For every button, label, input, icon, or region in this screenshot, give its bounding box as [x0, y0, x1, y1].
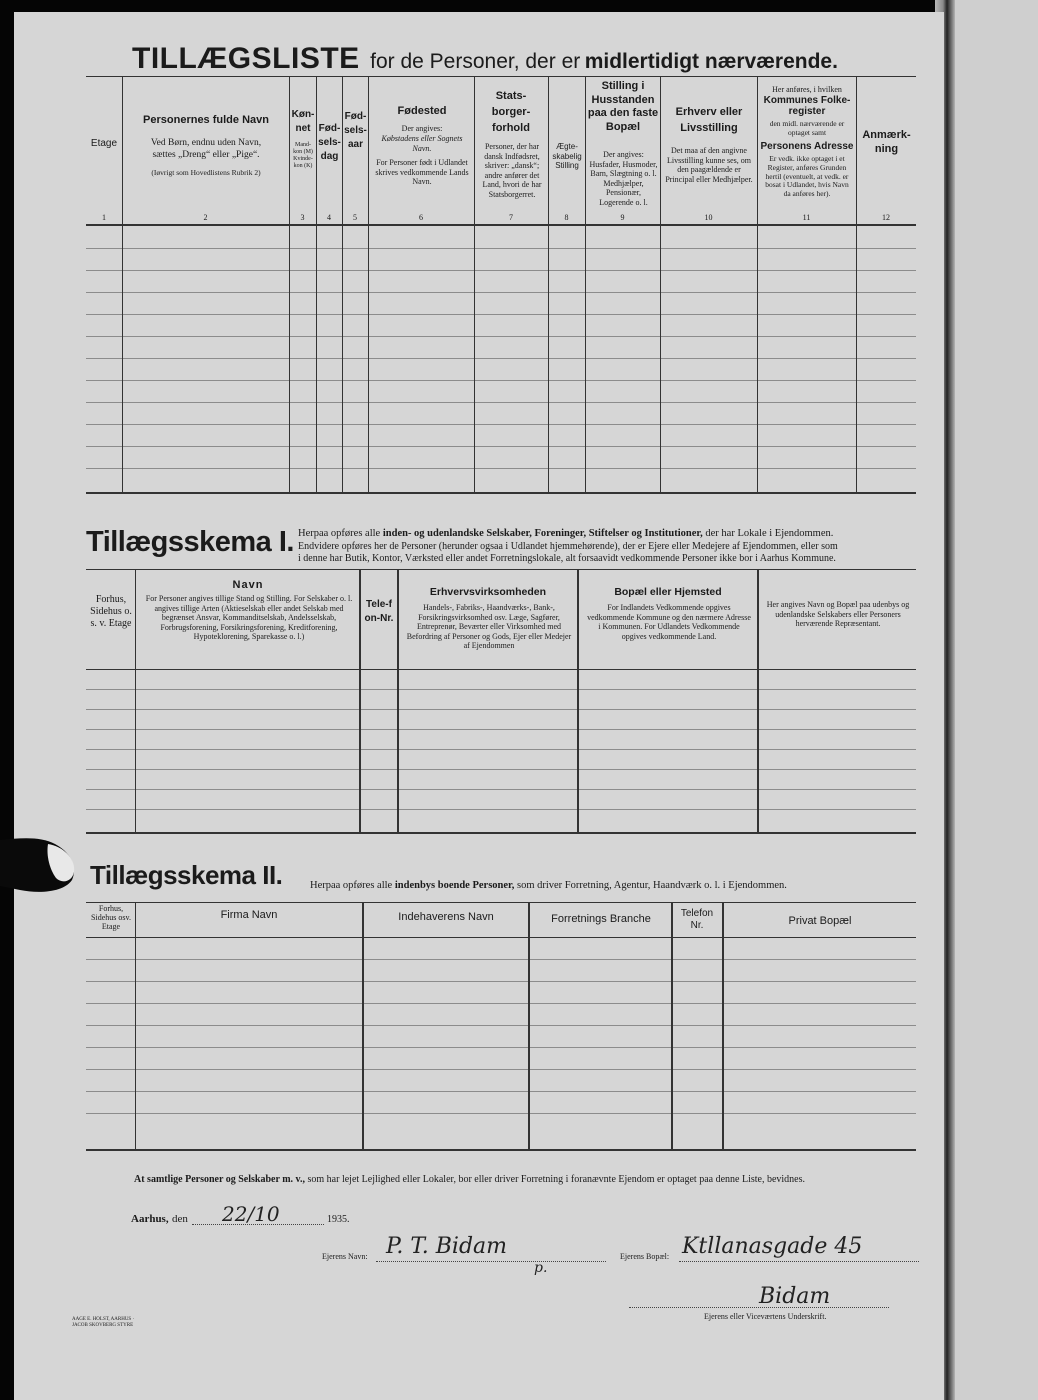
t1-col-etage: Etage	[90, 138, 118, 149]
t1-col-household-sub: Der angives: Husfader, Husmoder, Barn, Slægtning o. l. Medhjælper, Pensionær, Logerende o. l.	[589, 150, 658, 207]
s2-col-private: Privat Bopæl	[788, 915, 852, 927]
s1-col-etage: Forhus, Sidehus o. s. v. Etage	[90, 594, 132, 629]
t1-col-occupation-header: Erhverv eller Livsstilling	[675, 106, 743, 134]
signature-handwritten: Bidam	[759, 1284, 831, 1309]
footer-den: den	[172, 1213, 188, 1225]
footer-statement-a: At samtlige Personer og Selskaber m. v.,	[134, 1174, 306, 1185]
footer-statement-b: som har lejet Lejlighed eller Lokaler, bor eller driver Forretning i foranævnte Ejendom er optaget paa denne Liste, bevidnes.	[307, 1174, 805, 1185]
skema2-desc-c: som driver Forretning, Agentur, Haandværk o. l. i Ejendommen.	[516, 880, 787, 891]
skema1-desc-3: i denne har Butik, Kontor, Værksted eller andet Forretningslokale, alt forsaavidt vedkommende Personer ikke bor i Aarhus Kommune.	[298, 553, 836, 564]
t1-col-birthplace-header: Fødested	[397, 105, 447, 117]
t1-col-registry-c: Er vedk. ikke optaget i et Register, anføres Grunden hertil (eventuelt, at vedk. er bosat i Udlandet, hvis Navn da anføres her).	[765, 154, 849, 199]
t1-col-birthplace-a: Der angives:	[401, 124, 443, 133]
t1-num-2: 2	[203, 213, 208, 222]
s1-col-business-header: Erhvervsvirksomheden	[429, 586, 547, 598]
t1-num-11: 11	[802, 213, 811, 222]
t1-num-1: 1	[102, 213, 106, 222]
skema1-desc-2: Endvidere opføres her de Personer (herunder ogsaa i Udlandet hjemmehørende), der er Ejere eller Medejere af Ejendommen, eller som	[298, 541, 838, 552]
skema1-desc-1b: inden- og udenlandske Selskaber, Foreninger, Stiftelser og Institutioner,	[382, 528, 703, 539]
t1-col-name-a: Ved Børn, endnu uden Navn,	[150, 138, 262, 148]
t1-col-sex-header: Køn-net	[291, 109, 315, 134]
owner-name-label: Ejerens Navn:	[322, 1252, 368, 1261]
t1-num-8: 8	[564, 213, 569, 222]
t1-num-9: 9	[620, 213, 625, 222]
t1-num-7: 7	[509, 213, 513, 222]
owner-name-line	[376, 1261, 606, 1262]
title-rest-a: for de Personer, der er	[370, 50, 581, 73]
adjacent-page	[945, 0, 1038, 1400]
footer-statement	[134, 1174, 924, 1185]
s2-col-phone: Telefon Nr.	[680, 908, 714, 931]
t1-col-registry-header: Kommunes Folke-register	[763, 95, 851, 117]
signature-line	[629, 1307, 889, 1308]
date-handwritten: 22/10	[222, 1202, 280, 1226]
title-main: TILLÆGSLISTE	[132, 42, 360, 75]
t1-num-5: 5	[353, 213, 357, 222]
s2-col-branch: Forretnings Branche	[551, 913, 651, 925]
owner-name-handwritten-2: p.	[534, 1260, 548, 1276]
skema1-desc-1	[298, 528, 918, 539]
t1-col-name-header: Personernes fulde Navn	[143, 114, 269, 126]
s1-col-residence-header: Bopæl eller Hjemsted	[614, 586, 722, 598]
t1-num-12: 12	[882, 213, 890, 222]
t1-col-birthyear: Fød-sels-aar	[344, 111, 367, 150]
t1-col-name-c: (Iøvrigt som Hovedlistens Rubrik 2)	[151, 168, 261, 177]
t1-col-birthplace-b: Købstadens eller Sognets Navn.	[381, 134, 463, 153]
t1-col-birthday: Fød-sels-dag	[318, 123, 341, 162]
t1-col-citizenship-sub: Personer, der har dansk Indfødsret, skriver: „dansk“; andre anfører det Land, hvori de har Statsborgerret.	[482, 142, 542, 199]
t1-col-birthplace-c: For Personer født i Udlandet skrives vedkommende Lands Navn.	[375, 158, 469, 186]
s1-col-phone: Tele-fon-Nr.	[364, 599, 394, 624]
owner-name-handwritten: P. T. Bidam	[386, 1234, 508, 1259]
owner-address-label: Ejerens Bopæl:	[620, 1252, 670, 1261]
skema2-desc-a: Herpaa opføres alle	[310, 880, 393, 891]
document-page	[14, 12, 944, 1400]
footer-city: Aarhus,	[131, 1213, 169, 1225]
printer-mark: AAGE E. HOLST, AARHUS · JACOB SKOVBERG STYRE	[72, 1317, 135, 1328]
skema2-desc-b: indenbys boende Personer,	[394, 880, 515, 891]
s1-col-name-sub: For Personer angives tillige Stand og Stilling. For Selskaber o. l. angives tillige Arten (Aktieselskab eller andet Selskab med begrænset Ansvar, Kommanditselskab, Andelsselskab, Forbrugsforening, Forsikringsforening, Kreditforening, Hypoteklorening, Sparekasse o. l.)	[145, 594, 353, 641]
s1-col-residence-sub: For Indlandets Vedkommende opgives vedkommende Kommune og den nærmere Adresse i Kommunen. For Udlandets Vedkommende opgives vedkommende Land.	[587, 603, 751, 641]
t1-col-occupation-sub: Det maa af den angivne Livsstilling kunne ses, om den paagældende er Principal eller Medhjælper.	[665, 146, 753, 184]
t1-col-name-b: sættes „Dreng“ eller „Pige“.	[152, 150, 260, 160]
t1-col-registry-b: den midl. nærværende er optaget samt	[769, 119, 845, 137]
t1-col-registry-header2: Personens Adresse	[760, 141, 854, 152]
skema1-title: Tillægsskema I.	[86, 526, 294, 558]
s2-col-owner: Indehaverens Navn	[398, 911, 494, 923]
signature-label: Ejerens eller Viceværtens Underskrift.	[704, 1312, 827, 1321]
t1-col-marital: Ægte-skabelig Stilling	[552, 142, 582, 170]
owner-address-handwritten: Ktllanasgade 45	[682, 1234, 863, 1259]
s2-col-firm: Firma Navn	[220, 909, 278, 921]
skema2-title: Tillægsskema II.	[90, 860, 283, 890]
t1-col-household-header: Stilling i Husstanden paa den faste Bopæl	[587, 80, 659, 133]
s2-col-etage: Forhus, Sidehus osv. Etage	[91, 904, 131, 931]
footer-year: 1935.	[327, 1214, 350, 1225]
s1-col-name-header: Navn	[232, 579, 264, 591]
t1-col-sex-sub: Mand-kon (M) Kvinde-kon (K)	[293, 142, 313, 169]
thumb-shadow	[0, 830, 90, 900]
owner-address-line	[679, 1261, 919, 1262]
t1-num-6: 6	[419, 213, 423, 222]
skema1-desc-1a: Herpaa opføres alle	[298, 528, 381, 539]
t1-num-10: 10	[704, 213, 713, 222]
t1-col-registry-a: Her anføres, i hvilken	[772, 85, 842, 94]
s1-col-business-sub: Handels-, Fabriks-, Haandværks-, Bank-, Forsikringsvirksomhed osv. Læge, Sagfører, Entreprenør, Beværter eller Virksomhed med Befordring af Personer og Gods, Ejer eller Medejer af Ejendommen	[406, 603, 572, 650]
page-title	[132, 42, 932, 76]
title-rest-b: midlertidigt nærværende.	[584, 50, 838, 73]
t1-col-remarks: Anmærk-ning	[862, 129, 911, 155]
s1-col-representative: Her angives Navn og Bopæl paa udenbys og udenlandske Selskabers eller Personers herværende Repræsentant.	[766, 600, 910, 628]
t1-num-3: 3	[300, 213, 305, 222]
t1-num-4: 4	[327, 213, 331, 222]
t1-col-citizenship-header: Stats-borger-forhold	[491, 90, 531, 134]
skema1-desc-1c: der har Lokale i Ejendommen.	[705, 528, 834, 539]
skema2-desc	[310, 880, 920, 891]
